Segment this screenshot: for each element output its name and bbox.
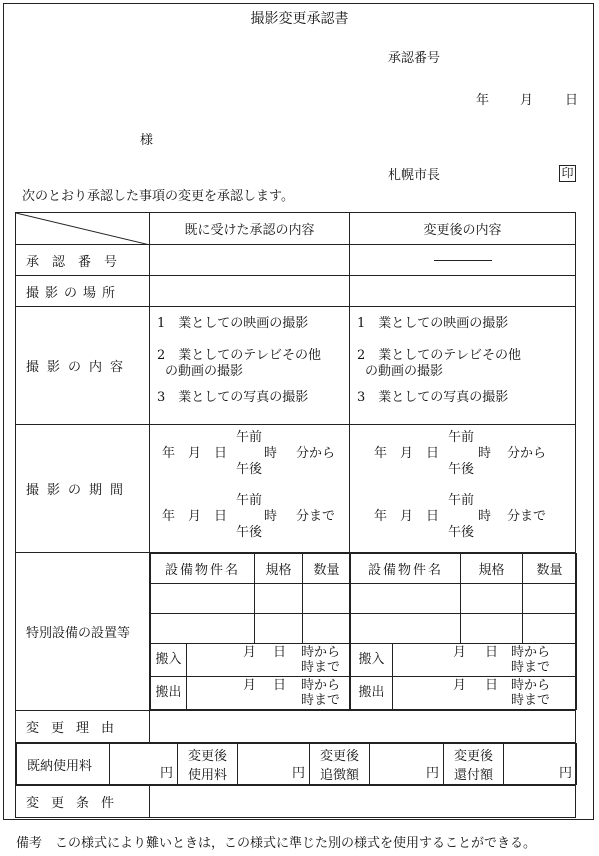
- carry-in-row: [151, 644, 351, 677]
- equip-qty-header: 数量: [303, 554, 351, 584]
- change-table: [15, 212, 576, 818]
- from-label: 分から: [296, 446, 336, 461]
- date-label-after-2: 年 月 日: [374, 509, 440, 524]
- carry-out-label: 搬出: [151, 677, 187, 709]
- time-to-label-2: 時まで: [301, 693, 341, 708]
- refund-label-1: 変更後: [453, 749, 493, 764]
- pm-label-after: 午後: [448, 462, 475, 477]
- extra-fee-value[interactable]: [370, 744, 444, 785]
- equip-name-text: 設備物件名: [164, 563, 240, 578]
- existing-fee-label: 既納使用料: [17, 744, 110, 785]
- pm-label-2: 午後: [236, 525, 263, 540]
- extra-fee-label-1: 変更後: [319, 749, 359, 764]
- after-approval-number: [350, 245, 576, 276]
- hour-label-after-2: 時: [478, 509, 492, 524]
- equip-cell[interactable]: [151, 614, 255, 644]
- change-reason-label: [16, 711, 150, 743]
- carry-in-label-after: 搬入: [351, 644, 393, 676]
- hour-label-after: 時: [478, 446, 492, 461]
- equip-name-header: [151, 554, 255, 584]
- after-equipment-table: [350, 553, 577, 710]
- hour-label-2: 時: [264, 509, 278, 524]
- time-to-label-after: 時まで: [511, 660, 551, 675]
- equip-cell[interactable]: [461, 614, 523, 644]
- diagonal-line: [16, 213, 150, 245]
- time-to-label: 時まで: [301, 660, 341, 675]
- before-period: [150, 425, 350, 553]
- content-item-1: 1 業としての映画の撮影: [157, 316, 309, 331]
- date-year: 年: [476, 93, 490, 108]
- carry-out-row: [151, 677, 351, 710]
- seal-box: 印: [559, 165, 576, 182]
- refund-label: [444, 744, 504, 785]
- equip-spec-header: 規格: [255, 554, 303, 584]
- diagonal-corner: [16, 213, 150, 245]
- equip-cell[interactable]: [151, 584, 255, 614]
- conditions-text: 変更条件: [26, 796, 127, 811]
- yen-unit: 円: [291, 766, 305, 781]
- day-label-after: 日: [485, 645, 499, 660]
- form-title: 撮影変更承認書: [250, 11, 349, 27]
- change-reason-text: 変更理由: [26, 721, 127, 736]
- equip-cell[interactable]: [351, 614, 461, 644]
- time-from-label-after-2: 時から: [511, 678, 551, 693]
- fees-table: [16, 743, 577, 785]
- day-label-2: 日: [273, 678, 287, 693]
- am-label-after: 午前: [448, 430, 475, 445]
- time-from-label-2: 時から: [301, 678, 341, 693]
- am-label-2: 午前: [236, 493, 263, 508]
- refund-label-2: 還付額: [453, 768, 493, 783]
- content-row-label: [16, 307, 150, 425]
- day-label: 日: [273, 645, 287, 660]
- dash-line: [434, 260, 492, 261]
- extra-fee-label: [310, 744, 370, 785]
- approval-number-label: 承認番号: [388, 51, 441, 66]
- carry-in-label: 搬入: [151, 644, 187, 676]
- date-label-2: 年 月 日: [162, 509, 228, 524]
- month-label-after: 月: [453, 645, 467, 660]
- equipment-row-label: 特別設備の設置等: [16, 553, 150, 711]
- existing-fee-value[interactable]: [110, 744, 178, 785]
- equip-cell[interactable]: [461, 584, 523, 614]
- time-from-label: 時から: [301, 645, 341, 660]
- new-fee-label-1: 変更後: [187, 749, 227, 764]
- fees-row: [16, 743, 576, 786]
- after-equipment: [350, 553, 576, 711]
- equip-name-header-after: [351, 554, 461, 584]
- new-fee-label: [178, 744, 238, 785]
- hour-label: 時: [264, 446, 278, 461]
- new-fee-label-2: 使用料: [187, 768, 227, 783]
- yen-unit: 円: [558, 766, 572, 781]
- day-label-after-2: 日: [485, 678, 499, 693]
- month-label-after-2: 月: [453, 678, 467, 693]
- content-item-3: 3 業としての写真の撮影: [157, 390, 309, 405]
- conditions-value[interactable]: [150, 786, 576, 818]
- after-location[interactable]: [350, 276, 576, 307]
- content-item-2b-after: の動画の撮影: [365, 364, 444, 379]
- date-day: 日: [565, 93, 579, 108]
- content-item-2b: の動画の撮影: [165, 364, 244, 379]
- date-label-after: 年 月 日: [374, 446, 440, 461]
- location-row-label: [16, 276, 150, 307]
- before-header: 既に受けた承認の内容: [150, 213, 350, 245]
- pm-label: 午後: [236, 462, 263, 477]
- before-content: [150, 307, 350, 425]
- equip-spec-header-after: 規格: [461, 554, 523, 584]
- month-label-2: 月: [243, 678, 257, 693]
- date-month: 月: [520, 93, 534, 108]
- period-row-label: [16, 425, 150, 553]
- equip-cell[interactable]: [255, 584, 303, 614]
- extra-fee-label-2: 追徴額: [319, 768, 359, 783]
- yen-unit: 円: [425, 766, 439, 781]
- equip-cell[interactable]: [523, 584, 577, 614]
- before-equipment: [150, 553, 350, 711]
- after-content: [350, 307, 576, 425]
- equip-cell[interactable]: [523, 614, 577, 644]
- equip-name-text-after: 設備物件名: [367, 563, 443, 578]
- content-label-text: 撮影の内容: [26, 360, 132, 375]
- equip-cell[interactable]: [303, 614, 351, 644]
- from-label-after: 分から: [507, 446, 547, 461]
- content-item-3-after: 3 業としての写真の撮影: [357, 390, 509, 405]
- date-label: 年 月 日: [162, 446, 228, 461]
- before-approval-number[interactable]: [150, 245, 350, 276]
- refund-value[interactable]: [504, 744, 577, 785]
- am-label-after-2: 午前: [448, 493, 475, 508]
- conditions-label: [16, 786, 150, 818]
- location-label-text: 撮影の場所: [26, 285, 122, 301]
- after-period: [350, 425, 576, 553]
- pm-label-after-2: 午後: [448, 525, 475, 540]
- time-from-label-after: 時から: [511, 645, 551, 660]
- time-to-label-after-2: 時まで: [511, 693, 551, 708]
- content-item-1-after: 1 業としての映画の撮影: [357, 316, 509, 331]
- remark: 備考 この様式により難いときは，この様式に準じた別の様式を使用することができる。: [16, 836, 537, 851]
- issuer: 札幌市長: [388, 168, 441, 183]
- carry-out-label-after: 搬出: [351, 677, 393, 709]
- am-label: 午前: [236, 430, 263, 445]
- before-location[interactable]: [150, 276, 350, 307]
- to-label-after: 分まで: [507, 509, 547, 524]
- equip-cell[interactable]: [303, 584, 351, 614]
- addressee-suffix: 様: [140, 133, 154, 148]
- month-label: 月: [243, 645, 257, 660]
- equip-cell[interactable]: [351, 584, 461, 614]
- approval-number-row-label: 承 認 番 号: [16, 245, 150, 276]
- content-item-2: 2 業としてのテレビその他: [157, 348, 322, 363]
- after-header: 変更後の内容: [350, 213, 576, 245]
- new-fee-value[interactable]: [238, 744, 310, 785]
- carry-out-row-after: [351, 677, 577, 710]
- change-reason-value[interactable]: [150, 711, 576, 743]
- intro-text: 次のとおり承認した事項の変更を承認します。: [22, 189, 294, 204]
- to-label: 分まで: [296, 509, 336, 524]
- period-label-text: 撮影の期間: [26, 483, 132, 498]
- content-item-2-after: 2 業としてのテレビその他: [357, 348, 522, 363]
- equip-qty-header-after: 数量: [523, 554, 577, 584]
- carry-in-row-after: [351, 644, 577, 677]
- yen-unit: 円: [159, 766, 173, 781]
- before-equipment-table: [150, 553, 351, 710]
- equip-cell[interactable]: [255, 614, 303, 644]
